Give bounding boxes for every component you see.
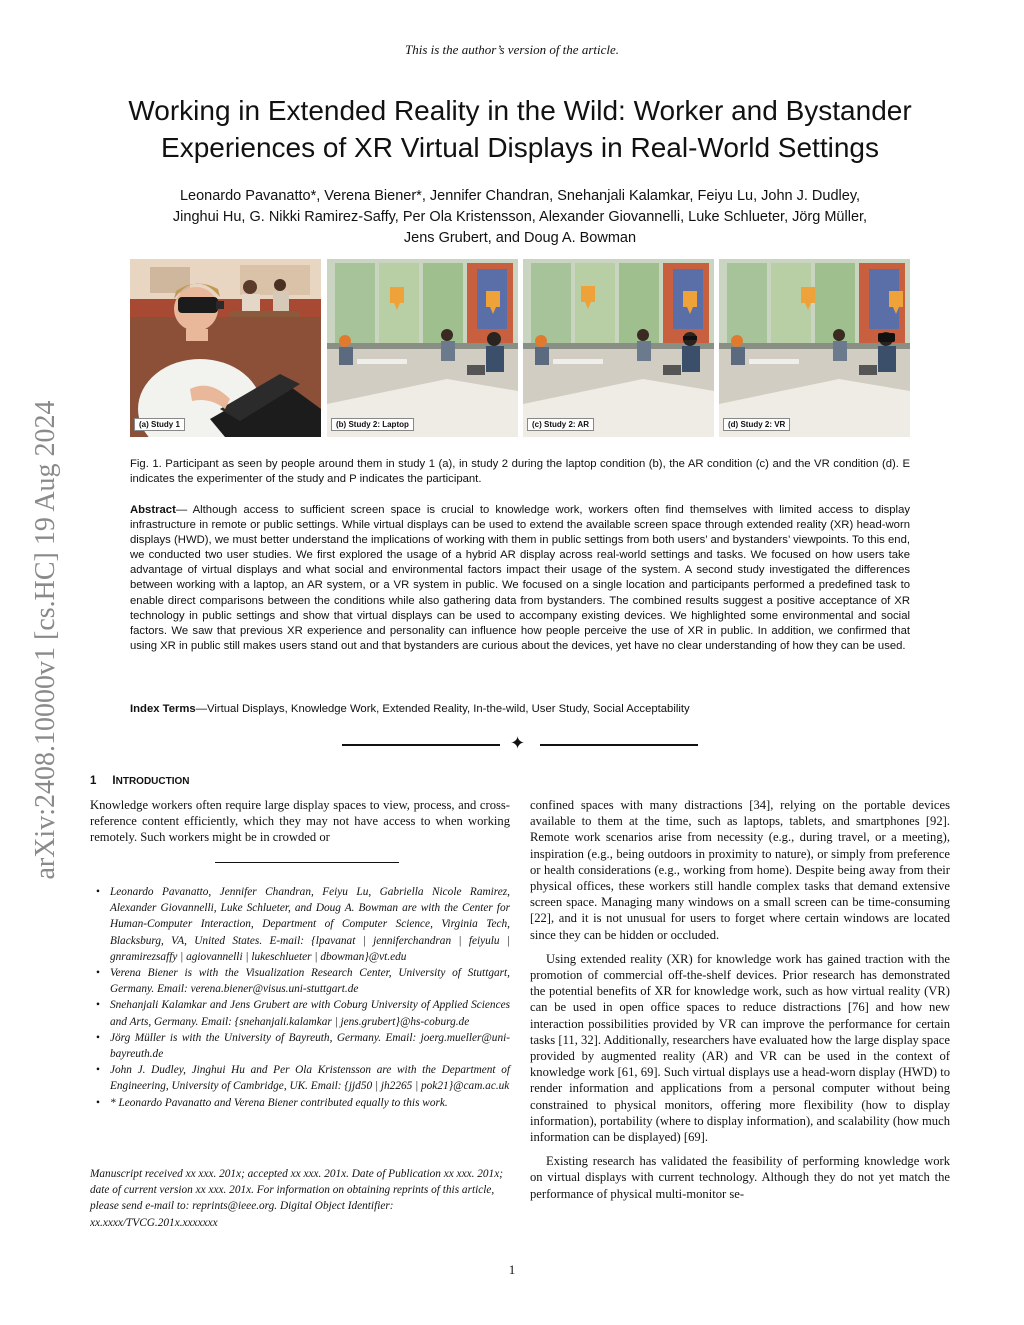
participant-marker: [889, 291, 903, 307]
index-terms-text: —Virtual Displays, Knowledge Work, Extended Reality, In-the-wild, User Study, Social Acceptability: [195, 703, 690, 715]
section-number: 1: [90, 775, 97, 787]
footnote-rule: [215, 862, 399, 863]
arxiv-stamp: arXiv:2408.10000v1 [cs.HC] 19 Aug 2024: [30, 400, 61, 880]
authors-line-1: Leonardo Pavanatto*, Verena Biener*, Jennifer Chandran, Snehanjali Kalamkar, Feiyu Lu, John J. Dudley,: [179, 188, 861, 204]
intro-left-paragraph: Knowledge workers often require large display spaces to view, process, and cross-reference content efficiently, which they may not have access to when working remotely. Such workers might be in crowded or: [90, 798, 510, 845]
author-list: [110, 186, 930, 249]
study2-laptop-photo: [327, 259, 518, 437]
section-divider: [342, 733, 698, 754]
footnote-item: • * Leonardo Pavanatto and Verena Biener contributed equally to this work.: [90, 1095, 510, 1111]
right-paragraph-2: Using extended reality (XR) for knowledge work has gained traction with the promotion of commercial off-the-shelf devices. Prior research has demonstrated the potential benefits of XR for knowledge work, such as how virtual reality (VR) can be used in open office spaces to reduce distractions [76] and how new interaction possibilities provided by VR can improve the performance for certain tasks [11, 32]. Additionally, researchers have evaluated how the large display space provided by augmented reality (AR) and VR can be used in the context of knowledge work [61, 69]. Such virtual displays use a head-worn display (HWD) to render information and applications from a personal computer without being constrained to physical monitors, offering more flexibility (how to display information), portability (where to display information), and scalability (how much information can be displayed) [69].: [530, 951, 950, 1145]
study2-ar-photo: [523, 259, 714, 437]
section-heading-introduction: [90, 775, 510, 787]
author-version-note: This is the author’s version of the article.: [404, 42, 620, 57]
abstract-text: — Although access to sufficient screen space is crucial to knowledge work, workers often find themselves with limited access to display infrastructure in remote or public settings. While virtual displays can be used to extend the available screen space through extended reality (XR) head-worn displays (HWD), we must better understand the implications of working with them in public settings from both users’ and bystanders’ viewpoints. To this end, we conducted two user studies. We first explored the usage of a hybrid AR display across real-world settings and tasks. We focused on how users take advantage of virtual displays and what social and environmental factors impact their usage of the system. A second study investigated the differences between working with a laptop, an AR system, or a VR system in public. We focused on a single location and participants performed a predefined task to enable direct comparisons between the conditions while also gathering data from bystanders. The combined results suggest a positive acceptance of XR technology in public settings and show that virtual displays can be used to accompany existing devices. We highlighted some environmental and social factors. We saw that previous XR experience and personality can influence how people perceive the use of XR in public. In addition, we confirmed that using XR in public still makes users stand out and that bystanders are curious about the devices, yet have no clear understanding of how they can be used.: [130, 504, 910, 652]
panel-label-b: (b) Study 2: Laptop: [331, 418, 414, 431]
figure-caption: Fig. 1. Participant as seen by people around them in study 1 (a), in study 2 during the laptop condition (b), the AR condition (c) and the VR condition (d). E indicates the experimenter of the study and P indicates the participant.: [130, 458, 910, 485]
authors-line-3: Jens Grubert, and Doug A. Bowman: [403, 230, 637, 246]
manuscript-note: Manuscript received xx xxx. 201x; accepted xx xxx. 201x. Date of Publication xx xxx. 201x; date of current version xx xxx. 201x. For information on obtaining reprints of this article, please send e-mail to: reprints@ieee.org. Digital Object Identifier: xx.xxxx/TVCG.201x.xxxxxxx: [90, 1168, 503, 1229]
panel-label-c: (c) Study 2: AR: [527, 418, 594, 431]
study1-photo: [130, 259, 321, 437]
divider-line-left: [342, 744, 500, 746]
panel-label-d: (d) Study 2: VR: [723, 418, 790, 431]
title-line-1: Working in Extended Reality in the Wild: Worker and Bystander: [128, 95, 912, 126]
experimenter-marker: [581, 286, 595, 302]
participant-marker: [683, 291, 697, 307]
intro-right-column: [530, 797, 950, 1210]
authors-line-2: Jinghui Hu, G. Nikki Ramirez-Saffy, Per Ola Kristensson, Alexander Giovannelli, Luke Schlueter, Jörg Müller,: [172, 209, 868, 225]
page-number: 1: [508, 1262, 516, 1277]
panel-label-a: (a) Study 1: [134, 418, 185, 431]
section-title-rest: NTRODUCTION: [115, 776, 190, 787]
abstract-label: Abstract: [130, 504, 176, 516]
footnote-item: • Verena Biener is with the Visualization Research Center, University of Stuttgart, Germany. Email: verena.biener@visus.uni-stuttgart.de: [90, 965, 510, 997]
affiliation-footnotes: [90, 884, 510, 1111]
footnote-item: • Jörg Müller is with the University of Bayreuth, Germany. Email: joerg.mueller@uni-bayreuth.de: [90, 1030, 510, 1062]
index-terms: [130, 702, 910, 717]
figure-panel-d: [719, 259, 910, 437]
figure-panel-a: [130, 259, 321, 437]
footnote-item: • John J. Dudley, Jinghui Hu and Per Ola Kristensson are with the Department of Engineering, University of Cambridge, UK. Email: {jjd50 | jh2265 | pok21}@cam.ac.uk: [90, 1062, 510, 1094]
experimenter-marker: [390, 287, 404, 303]
paper-title: [90, 92, 950, 166]
divider-diamond-icon: ✦: [510, 733, 526, 754]
footnote-item: • Leonardo Pavanatto, Jennifer Chandran, Feiyu Lu, Gabriella Nicole Ramirez, Alexander Giovannelli, Luke Schlueter, and Doug A. Bowman are with the Center for Human-Computer Interaction, Department of Computer Science, Virginia Tech, Blacksburg, VA, United States. E-mail: {lpavanat | jenniferchandran | feiyulu | gnramirezsaffy | agiovannelli | lukeschlueter | dbowman}@vt.edu: [90, 884, 510, 965]
figure-panel-c: [523, 259, 714, 437]
title-line-2: Experiences of XR Virtual Displays in Real-World Settings: [161, 132, 879, 163]
right-paragraph-3: Existing research has validated the feasibility of performing knowledge work on virtual displays with current technology. Although they do not yet match the performance of physical multi-monitor se-: [530, 1154, 950, 1201]
abstract: [130, 503, 910, 654]
participant-marker: [486, 291, 500, 307]
divider-line-right: [540, 744, 698, 746]
index-terms-label: Index Terms: [130, 703, 196, 715]
figure-panel-b: [327, 259, 518, 437]
experimenter-marker: [801, 287, 815, 303]
figure-1: [130, 259, 910, 437]
footnote-item: • Snehanjali Kalamkar and Jens Grubert are with Coburg University of Applied Sciences and Arts, Germany. Email: {snehanjali.kalamkar | jens.grubert}@hs-coburg.de: [90, 997, 510, 1029]
study2-vr-photo: [719, 259, 910, 437]
section-title-first: I: [112, 775, 116, 787]
right-paragraph-1: confined spaces with many distractions [34], relying on the portable devices available to them at the time, such as laptops, tablets, and smartphones [92]. Remote work scenarios arise from necessity (e.g., during travel, or a meeting), inspiration (e.g., being outdoors in proximity to nature), or simply from preference or health considerations (e.g., working from home). Despite being away from their physical offices, these workers still handle complex tasks that demand extensive screen space. Managing many windows on a small screen can be time-consuming [22], and it is not unusual for users to forget where certain windows are located since they can be hidden or occluded.: [530, 798, 950, 942]
